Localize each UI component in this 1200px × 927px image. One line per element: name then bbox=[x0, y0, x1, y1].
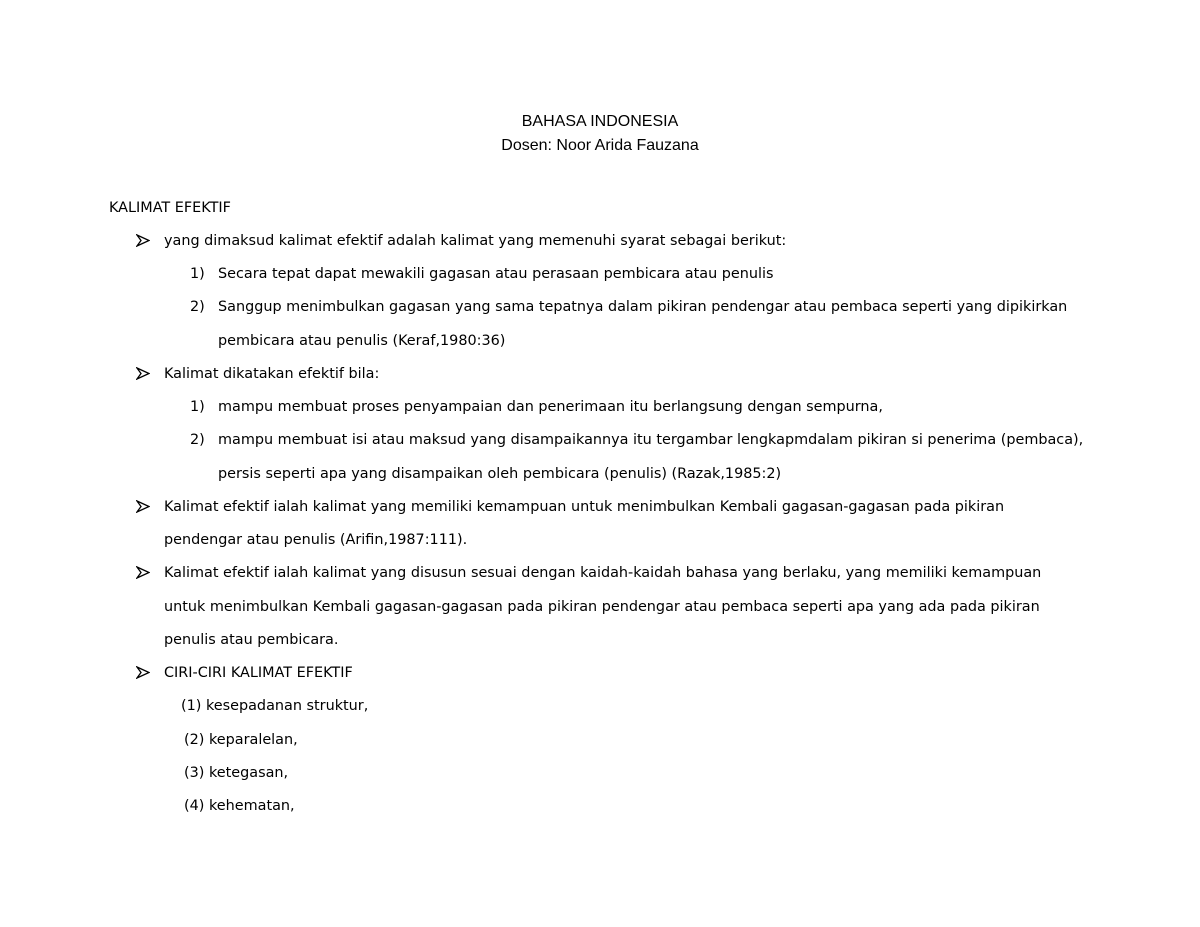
arrowhead-bullet-icon bbox=[136, 231, 152, 251]
list-item: Kalimat dikatakan efektif bila: bbox=[164, 366, 380, 382]
sub-list-item-continued: persis seperti apa yang disampaikan oleh pembicara (penulis) (Razak,1985:2) bbox=[218, 466, 782, 482]
sub-list-item: mampu membuat proses penyampaian dan penerimaan itu berlangsung dengan sempurna, bbox=[218, 399, 883, 415]
list-item: Kalimat efektif ialah kalimat yang disusun sesuai dengan kaidah-kaidah bahasa yang berlaku, yang memiliki kemampuan bbox=[164, 565, 1042, 581]
document-title: BAHASA INDONESIA bbox=[521, 113, 679, 130]
ciri-item: (3) ketegasan, bbox=[184, 765, 289, 781]
ciri-item: (2) keparalelan, bbox=[184, 732, 298, 748]
list-item: Kalimat efektif ialah kalimat yang memiliki kemampuan untuk menimbulkan Kembali gagasan-gagasan pada pikiran bbox=[164, 499, 1005, 515]
arrowhead-bullet-icon bbox=[136, 563, 152, 583]
sub-list-item-continued: pembicara atau penulis (Keraf,1980:36) bbox=[218, 333, 506, 349]
sub-list-item: mampu membuat isi atau maksud yang disampaikannya itu tergambar lengkapmdalam pikiran si penerima (pembaca), bbox=[218, 432, 1084, 448]
arrowhead-bullet-icon bbox=[136, 663, 152, 683]
arrowhead-bullet-icon bbox=[136, 364, 152, 384]
section-title: KALIMAT EFEKTIF bbox=[109, 200, 231, 216]
list-item: yang dimaksud kalimat efektif adalah kalimat yang memenuhi syarat sebagai berikut: bbox=[164, 233, 787, 249]
sub-list-item: Secara tepat dapat mewakili gagasan atau perasaan pembicara atau penulis bbox=[218, 266, 774, 282]
list-number: 2) bbox=[190, 432, 205, 448]
document-header bbox=[0, 110, 1200, 158]
list-item-continued: pendengar atau penulis (Arifin,1987:111). bbox=[164, 532, 468, 548]
list-number: 1) bbox=[190, 266, 205, 282]
list-item-continued: penulis atau pembicara. bbox=[164, 632, 339, 648]
list-item-continued: untuk menimbulkan Kembali gagasan-gagasan pada pikiran pendengar atau pembaca seperti apa yang ada pada pikiran bbox=[164, 599, 1040, 615]
sub-list-item: Sanggup menimbulkan gagasan yang sama tepatnya dalam pikiran pendengar atau pembaca seperti yang dipikirkan bbox=[218, 299, 1068, 315]
ciri-item: (1) kesepadanan struktur, bbox=[181, 698, 369, 714]
list-number: 2) bbox=[190, 299, 205, 315]
list-item: CIRI-CIRI KALIMAT EFEKTIF bbox=[164, 665, 353, 681]
arrowhead-bullet-icon bbox=[136, 497, 152, 517]
document-subtitle: Dosen: Noor Arida Fauzana bbox=[501, 137, 699, 154]
ciri-item: (4) kehematan, bbox=[184, 798, 295, 814]
list-number: 1) bbox=[190, 399, 205, 415]
